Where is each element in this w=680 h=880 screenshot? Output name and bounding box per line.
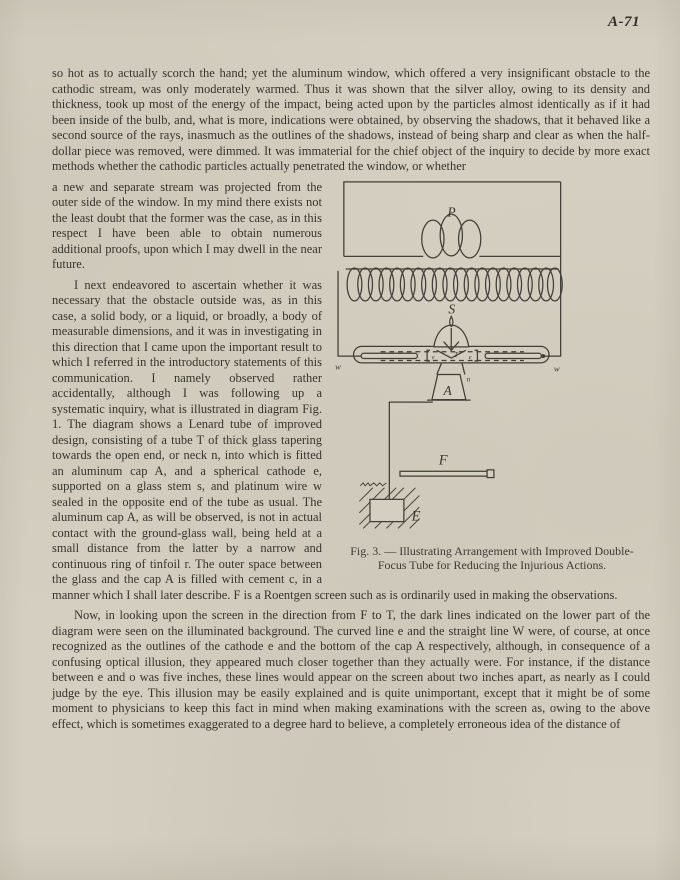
primary-coil <box>422 214 481 258</box>
figure-caption: Fig. 3. — Illustrating Arrangement with Improved Double-Focus Tube for Reducing the Injurious Actions. <box>350 543 634 573</box>
label-screen: F <box>438 452 448 469</box>
label-tube: T <box>454 351 458 359</box>
label-neck: n <box>466 375 471 383</box>
paragraph-1: so hot as to actually scorch the hand; yet the aluminum window, which offered a very insignificant obstacle to the cathodic stream, was only moderately warmed. Thus it was shown that the silver alloy, owing to its density and thickness, took up most of the energy of the impact, being acted upon by the particles almost identically as if it had been inside of the bulb, and, what is more, indications were obtained, by observing the shadows, that it behaved like a second source of the rays, inasmuch as the outlines of the shadows, instead of being sharp and clear as when the half-dollar piece was removed, were dimmed. It was immaterial for the chief object of the inquiry to decide by more exact methods whether the cathodic particles actually penetrated the window, or whether <box>52 66 650 173</box>
roentgen-screen <box>400 471 487 476</box>
terminal-dot-right <box>541 354 545 358</box>
document-body <box>52 66 650 737</box>
neck-flare-right <box>462 362 465 374</box>
paragraph-2: I next endeavored to ascertain whether it was necessary that the obstacle outside was, as in this case, a solid body, or a liquid, or broadly, a body of measurable dimensions, and it was in investigating in this direction that I came upon the important result to which I referred in the introductory statements of this communication. I namely observed rather accidentally, although I was following up a systematic inquiry, what is illustrated in diagram Fig. 1. The diagram shows a Lenard tube of improved design, consisting of a tube T of thick glass tapering towards the open end, or neck n, into which is fitted an aluminum cap A, and a spherical cathode e, supported on a glass stem s, and platinum wire w sealed in the opposite end of the tube as usual. The aluminum cap A, as will be observed, is not in actual contact with the ground-glass wall, being held at a small distance from the latter by a narrow and continuous ring of tinfoil r. The outer space between the glass and the cap A is filled with cement c, in a manner which I shall later describe. F is a Roentgen screen such as is ordinarily used in making the observations. <box>52 277 618 602</box>
paragraph-3: Now, in looking upon the screen in the direction from F to T, the dark lines indicated on the lower part of the diagram were seen on the illuminated background. The curved line e and the straight line W were, of course, at once recognized as the outlines of the cathode e and the bottom of the cap A respectively, although, in consequence of a confusing optical illusion, they appeared much closer together than they actually were. For instance, if the distance between e and o was five inches, these lines would appear on the screen about two inches apart, as nearly as I could judge by the eye. This illusion may be easily explained and is quite unimportant, except that it might be of some moment to physicians to keep this fact in mind when making examinations with the screen as, owing to the above effect, which is sometimes exaggerated to a degree hard to believe, a completely erroneous idea of the distance of <box>52 608 650 731</box>
label-wire-left: w <box>335 361 341 372</box>
cathode-bracket-right <box>475 350 478 361</box>
screen-end-cap <box>487 469 494 477</box>
page-number: A-71 <box>608 14 640 30</box>
earth-block <box>370 499 404 521</box>
paragraph-1-continued: a new and separate stream was projected from the outer side of the window. In my mind there exists not the least doubt that the former was the case, as in this respect I have been able to obtain numerous additional proofs, upon which I may dwell in the near future. <box>52 179 322 271</box>
label-wire-right: w <box>553 363 560 374</box>
label-cap: A <box>443 382 452 398</box>
label-earth-block: E <box>411 508 421 525</box>
label-cathode-left: e <box>431 353 435 361</box>
label-secondary-coil: S <box>448 301 456 317</box>
neck-flare-left <box>437 362 442 374</box>
figure-3 <box>334 178 650 573</box>
electrode-right <box>485 353 541 358</box>
electrode-left <box>361 353 417 358</box>
label-primary-coil: P <box>447 204 456 220</box>
secondary-coil <box>346 268 562 301</box>
figure-diagram <box>334 178 646 540</box>
label-cathode-right: e <box>468 353 472 361</box>
